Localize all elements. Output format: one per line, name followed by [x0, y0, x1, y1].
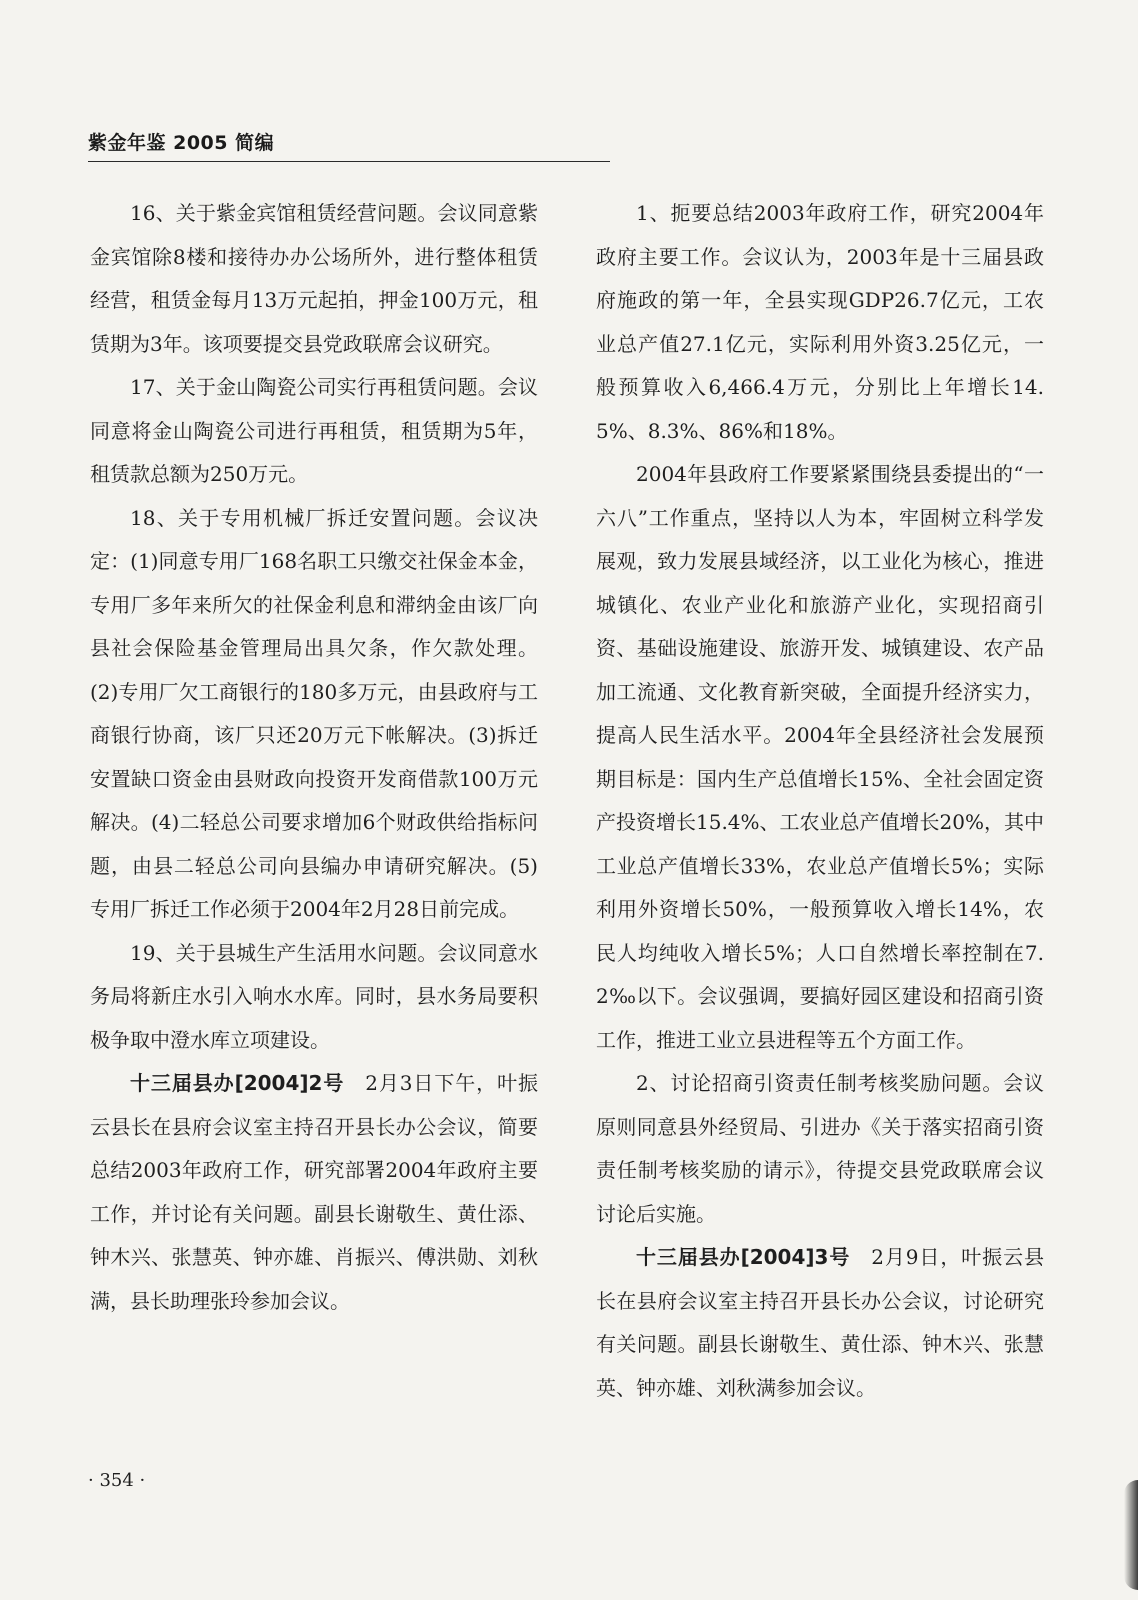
- paragraph-text: 2月9日，叶振云县长在县府会议室主持召开县长办公会议，讨论研究有关问题。副县长谢敬生、黄仕添、钟木兴、张慧英、钟亦雄、刘秋满参加会议。: [596, 1245, 1044, 1400]
- paragraph-text: 2、讨论招商引资责任制考核奖励问题。会议原则同意县外经贸局、引进办《关于落实招商引资责任制考核奖励的请示》，待提交县党政联席会议讨论后实施。: [596, 1071, 1044, 1226]
- paragraph-text: 2月3日下午，叶振云县长在县府会议室主持召开县长办公会议，简要总结2003年政府工作，研究部署2004年政府主要工作，并讨论有关问题。副县长谢敬生、黄仕添、钟木兴、张慧英、钟亦雄、肖振兴、傅洪勋、刘秋满，县长助理张玲参加会议。: [90, 1071, 538, 1313]
- paragraph: [596, 1236, 1044, 1410]
- paragraph: [596, 453, 1044, 1062]
- right-column: [596, 192, 1044, 1410]
- paragraph-text: 17、关于金山陶瓷公司实行再租赁问题。会议同意将金山陶瓷公司进行再租赁，租赁期为5年，租赁款总额为250万元。: [90, 375, 538, 486]
- book-title: 紫金年鉴 2005 简编: [88, 132, 275, 154]
- running-header: [88, 128, 610, 162]
- page-edge-shadow: [1124, 1480, 1138, 1590]
- paragraph: [90, 1062, 538, 1323]
- paragraph: [596, 1062, 1044, 1236]
- paragraph: [90, 932, 538, 1063]
- left-column: [90, 192, 538, 1323]
- paragraph-text: 16、关于紫金宾馆租赁经营问题。会议同意紫金宾馆除8楼和接待办办公场所外，进行整体租赁经营，租赁金每月13万元起拍，押金100万元，租赁期为3年。该项要提交县党政联席会议研究。: [90, 201, 538, 356]
- paragraph: [90, 192, 538, 366]
- paragraph-text: 2004年县政府工作要紧紧围绕县委提出的“一六八”工作重点，坚持以人为本，牢固树立科学发展观，致力发展县域经济，以工业化为核心，推进城镇化、农业产业化和旅游产业化，实现招商引资、基础设施建设、旅游开发、城镇建设、农产品加工流通、文化教育新突破，全面提升经济实力，提高人民生活水平。2004年全县经济社会发展预期目标是：国内生产总值增长15%、全社会固定资产投资增长15.4%、工农业总产值增长20%，其中工业总产值增长33%，农业总产值增长5%；实际利用外资增长50%，一般预算收入增长14%，农民人均纯收入增长5%；人口自然增长率控制在7.2‰以下。会议强调，要搞好园区建设和招商引资工作，推进工业立县进程等五个方面工作。: [596, 462, 1044, 1052]
- paragraph-text: 18、关于专用机械厂拆迁安置问题。会议决定：(1)同意专用厂168名职工只缴交社保金本金，专用厂多年来所欠的社保金利息和滞纳金由该厂向县社会保险基金管理局出具欠条，作欠款处理。(2)专用厂欠工商银行的180多万元，由县政府与工商银行协商，该厂只还20万元下帐解决。(3)拆迁安置缺口资金由县财政向投资开发商借款100万元解决。(4)二轻总公司要求增加6个财政供给指标问题，由县二轻总公司向县编办申请研究解决。(5)专用厂拆迁工作必须于2004年2月28日前完成。: [90, 505, 538, 921]
- paragraph: [90, 366, 538, 497]
- paragraph: [596, 192, 1044, 453]
- paragraph-text: 19、关于县城生产生活用水问题。会议同意水务局将新庄水引入响水水库。同时，县水务局要积极争取中澄水库立项建设。: [90, 940, 538, 1052]
- paragraph-lead: 十三届县办[2004]2号: [130, 1071, 345, 1095]
- paragraph-text: 1、扼要总结2003年政府工作，研究2004年政府主要工作。会议认为，2003年是十三届县政府施政的第一年，全县实现GDP26.7亿元，工农业总产值27.1亿元，实际利用外资3.25亿元，一般预算收入6,466.4万元，分别比上年增长14.5%、8.3%、86%和18%。: [596, 201, 1044, 443]
- paragraph-lead: 十三届县办[2004]3号: [636, 1245, 851, 1269]
- paragraph: [90, 497, 538, 932]
- page-number: · 354 ·: [88, 1470, 146, 1491]
